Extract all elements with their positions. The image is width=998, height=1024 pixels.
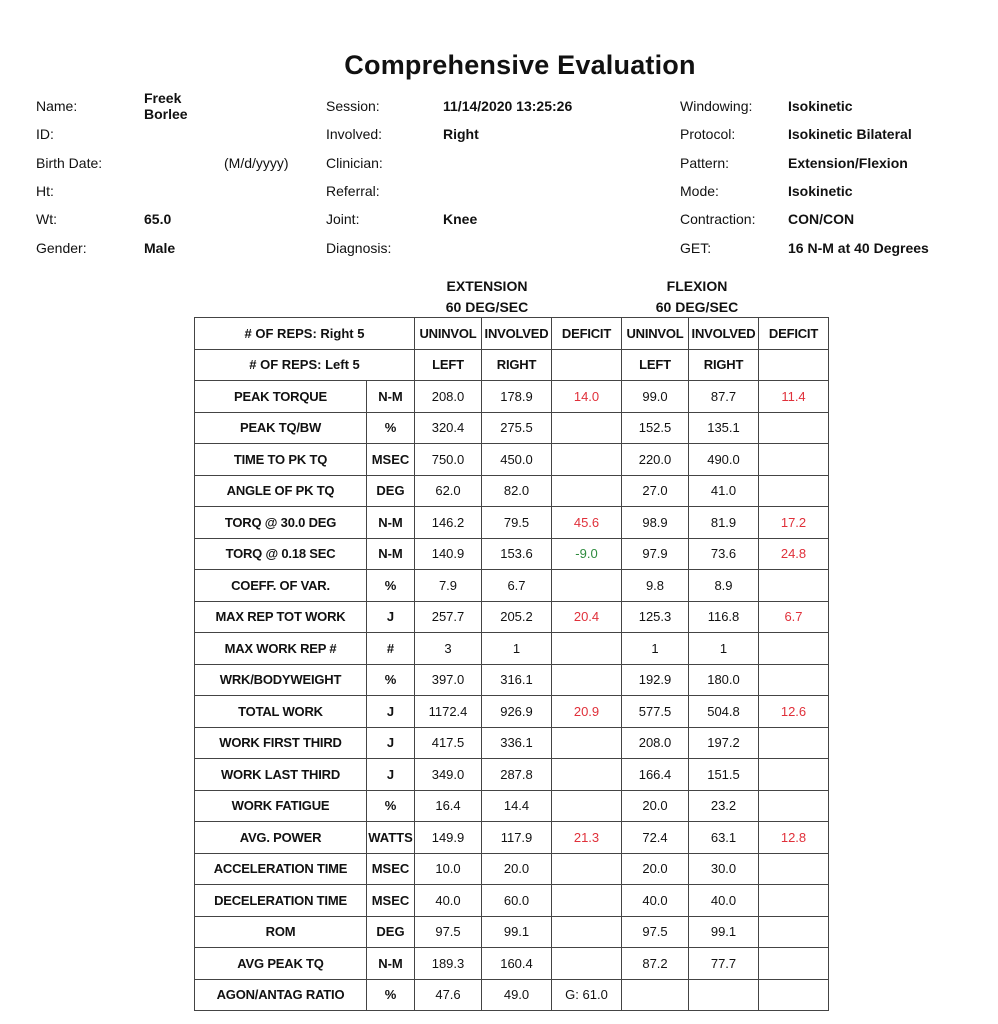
ext-left-cell: 47.6	[415, 979, 482, 1011]
ext-right-cell: 160.4	[482, 948, 552, 980]
flex-right-cell: 73.6	[689, 538, 759, 570]
extension-speed: 60 DEG/SEC	[445, 299, 529, 315]
flex-blank-header	[759, 349, 829, 381]
flex-deficit-cell: 11.4	[759, 381, 829, 413]
flex-left-cell: 27.0	[622, 475, 689, 507]
metric-cell: ACCELERATION TIME	[195, 853, 367, 885]
metric-cell: AGON/ANTAG RATIO	[195, 979, 367, 1011]
table-row	[195, 538, 829, 570]
ext-left-cell: 146.2	[415, 507, 482, 539]
table-row	[195, 475, 829, 507]
ext-uninvol-header: UNINVOL	[415, 318, 482, 350]
table-row	[195, 885, 829, 917]
metric-cell: AVG. POWER	[195, 822, 367, 854]
unit-cell: %	[367, 790, 415, 822]
flex-right-cell: 197.2	[689, 727, 759, 759]
diagnosis-label: Diagnosis:	[326, 239, 392, 256]
ext-deficit-cell	[552, 570, 622, 602]
flex-right-cell: 116.8	[689, 601, 759, 633]
ext-right-cell: 1	[482, 633, 552, 665]
table-row	[195, 381, 829, 413]
ext-left-cell: 140.9	[415, 538, 482, 570]
ext-right-cell: 6.7	[482, 570, 552, 602]
unit-cell: #	[367, 633, 415, 665]
ext-deficit-cell	[552, 790, 622, 822]
flex-deficit-cell	[759, 412, 829, 444]
ext-deficit-cell: 20.9	[552, 696, 622, 728]
name-value: Freek Borlee	[144, 90, 188, 123]
session-label: Session:	[326, 98, 380, 115]
birth-date-format: (M/d/yyyy)	[224, 154, 289, 171]
ext-left-cell: 16.4	[415, 790, 482, 822]
flex-deficit-cell	[759, 790, 829, 822]
ext-deficit-cell	[552, 664, 622, 696]
height-label: Ht:	[36, 183, 54, 200]
flex-right-cell: 1	[689, 633, 759, 665]
session-value: 11/14/2020 13:25:26	[443, 98, 573, 115]
flexion-header	[622, 276, 772, 318]
unit-cell: N-M	[367, 381, 415, 413]
metric-cell: ANGLE OF PK TQ	[195, 475, 367, 507]
id-label: ID:	[36, 126, 54, 143]
ext-deficit-cell	[552, 916, 622, 948]
flex-left-cell: 220.0	[622, 444, 689, 476]
ext-right-cell: 205.2	[482, 601, 552, 633]
flex-right-cell: 99.1	[689, 916, 759, 948]
flex-right-cell: 504.8	[689, 696, 759, 728]
ext-deficit-cell	[552, 444, 622, 476]
flex-right-cell: 40.0	[689, 885, 759, 917]
ext-left-cell: 40.0	[415, 885, 482, 917]
metric-cell: MAX REP TOT WORK	[195, 601, 367, 633]
patient-info	[36, 92, 289, 262]
flex-right-cell: 151.5	[689, 759, 759, 791]
ext-involved-header: INVOLVED	[482, 318, 552, 350]
windowing-value: Isokinetic	[788, 98, 853, 115]
flex-left-cell: 208.0	[622, 727, 689, 759]
unit-cell: N-M	[367, 948, 415, 980]
ext-deficit-cell	[552, 475, 622, 507]
ext-left-cell: 257.7	[415, 601, 482, 633]
unit-cell: DEG	[367, 916, 415, 948]
flex-right-cell: 8.9	[689, 570, 759, 602]
windowing-label: Windowing:	[680, 98, 753, 115]
unit-cell: J	[367, 696, 415, 728]
referral-label: Referral:	[326, 183, 380, 200]
table-row	[195, 570, 829, 602]
reps-right-cell: # OF REPS: Right 5	[195, 318, 415, 350]
flex-left-cell: 166.4	[622, 759, 689, 791]
flex-deficit-cell	[759, 948, 829, 980]
flex-left-cell: 20.0	[622, 853, 689, 885]
ext-deficit-cell: G: 61.0	[552, 979, 622, 1011]
flex-right-cell: 180.0	[689, 664, 759, 696]
ext-deficit-cell	[552, 727, 622, 759]
ext-left-cell: 397.0	[415, 664, 482, 696]
unit-cell: %	[367, 570, 415, 602]
metric-cell: WORK FATIGUE	[195, 790, 367, 822]
session-info	[326, 92, 572, 262]
flex-left-cell: 125.3	[622, 601, 689, 633]
ext-left-cell: 10.0	[415, 853, 482, 885]
mode-label: Mode:	[680, 183, 719, 200]
flex-right-cell: 135.1	[689, 412, 759, 444]
involved-label: Involved:	[326, 126, 383, 143]
flex-deficit-cell	[759, 444, 829, 476]
flex-deficit-cell	[759, 570, 829, 602]
flex-deficit-cell: 17.2	[759, 507, 829, 539]
table-row	[195, 790, 829, 822]
flex-deficit-header: DEFICIT	[759, 318, 829, 350]
birth-date-label: Birth Date:	[36, 154, 103, 171]
table-row	[195, 633, 829, 665]
table-row	[195, 664, 829, 696]
metric-cell: TORQ @ 30.0 DEG	[195, 507, 367, 539]
gender-label: Gender:	[36, 239, 87, 256]
ext-right-cell: 178.9	[482, 381, 552, 413]
unit-cell: %	[367, 664, 415, 696]
weight-label: Wt:	[36, 211, 57, 228]
ext-right-cell: 287.8	[482, 759, 552, 791]
get-value: 16 N-M at 40 Degrees	[788, 239, 929, 256]
unit-cell: %	[367, 979, 415, 1011]
ext-deficit-header: DEFICIT	[552, 318, 622, 350]
ext-right-header: RIGHT	[482, 349, 552, 381]
flex-right-header: RIGHT	[689, 349, 759, 381]
flex-left-cell: 72.4	[622, 822, 689, 854]
joint-label: Joint:	[326, 211, 360, 228]
unit-cell: N-M	[367, 507, 415, 539]
flex-deficit-cell: 6.7	[759, 601, 829, 633]
flex-left-cell: 9.8	[622, 570, 689, 602]
metric-cell: PEAK TQ/BW	[195, 412, 367, 444]
flex-deficit-cell: 12.6	[759, 696, 829, 728]
ext-left-cell: 149.9	[415, 822, 482, 854]
flex-right-cell: 490.0	[689, 444, 759, 476]
unit-cell: %	[367, 412, 415, 444]
joint-value: Knee	[443, 211, 478, 228]
flexion-title: FLEXION	[666, 278, 728, 294]
flex-deficit-cell	[759, 727, 829, 759]
table-body	[195, 381, 829, 1011]
page-title: Comprehensive Evaluation	[344, 50, 696, 80]
mode-value: Isokinetic	[788, 183, 853, 200]
flex-deficit-cell: 12.8	[759, 822, 829, 854]
unit-cell: J	[367, 759, 415, 791]
flexion-speed: 60 DEG/SEC	[655, 299, 739, 315]
flex-left-cell: 20.0	[622, 790, 689, 822]
ext-right-cell: 79.5	[482, 507, 552, 539]
ext-left-cell: 189.3	[415, 948, 482, 980]
table-row	[195, 853, 829, 885]
flex-deficit-cell	[759, 853, 829, 885]
ext-left-cell: 349.0	[415, 759, 482, 791]
flex-left-cell: 97.9	[622, 538, 689, 570]
ext-left-cell: 320.4	[415, 412, 482, 444]
ext-deficit-cell	[552, 853, 622, 885]
metric-cell: WRK/BODYWEIGHT	[195, 664, 367, 696]
protocol-label: Protocol:	[680, 126, 736, 143]
metric-cell: WORK FIRST THIRD	[195, 727, 367, 759]
table-row	[195, 696, 829, 728]
table-row	[195, 412, 829, 444]
table-row	[195, 822, 829, 854]
ext-deficit-cell	[552, 948, 622, 980]
ext-left-cell: 7.9	[415, 570, 482, 602]
metric-cell: MAX WORK REP #	[195, 633, 367, 665]
table-row	[195, 601, 829, 633]
extension-title: EXTENSION	[446, 278, 528, 294]
flex-right-cell: 87.7	[689, 381, 759, 413]
unit-cell: MSEC	[367, 444, 415, 476]
flex-left-header: LEFT	[622, 349, 689, 381]
ext-left-cell: 417.5	[415, 727, 482, 759]
flex-deficit-cell	[759, 633, 829, 665]
flex-right-cell: 81.9	[689, 507, 759, 539]
flex-involved-header: INVOLVED	[689, 318, 759, 350]
flex-deficit-cell	[759, 759, 829, 791]
flex-left-cell: 577.5	[622, 696, 689, 728]
flex-deficit-cell	[759, 664, 829, 696]
ext-left-cell: 3	[415, 633, 482, 665]
ext-right-cell: 117.9	[482, 822, 552, 854]
flex-left-cell	[622, 979, 689, 1011]
flex-uninvol-header: UNINVOL	[622, 318, 689, 350]
unit-cell: DEG	[367, 475, 415, 507]
flex-left-cell: 97.5	[622, 916, 689, 948]
contraction-label: Contraction:	[680, 211, 756, 228]
ext-blank-header	[552, 349, 622, 381]
metric-cell: COEFF. OF VAR.	[195, 570, 367, 602]
flex-right-cell: 23.2	[689, 790, 759, 822]
table-row	[195, 979, 829, 1011]
extension-header	[412, 276, 562, 318]
flex-deficit-cell	[759, 916, 829, 948]
clinician-label: Clinician:	[326, 154, 383, 171]
metric-cell: ROM	[195, 916, 367, 948]
unit-cell: J	[367, 727, 415, 759]
protocol-info	[680, 92, 929, 262]
flex-deficit-cell	[759, 885, 829, 917]
metric-cell: TIME TO PK TQ	[195, 444, 367, 476]
ext-deficit-cell	[552, 759, 622, 791]
table-row	[195, 948, 829, 980]
flex-deficit-cell	[759, 979, 829, 1011]
ext-deficit-cell	[552, 412, 622, 444]
get-label: GET:	[680, 239, 712, 256]
ext-right-cell: 14.4	[482, 790, 552, 822]
flex-right-cell: 63.1	[689, 822, 759, 854]
ext-left-cell: 97.5	[415, 916, 482, 948]
ext-left-cell: 208.0	[415, 381, 482, 413]
flex-left-cell: 99.0	[622, 381, 689, 413]
flex-right-cell: 77.7	[689, 948, 759, 980]
ext-right-cell: 60.0	[482, 885, 552, 917]
ext-right-cell: 82.0	[482, 475, 552, 507]
ext-deficit-cell: 20.4	[552, 601, 622, 633]
ext-right-cell: 49.0	[482, 979, 552, 1011]
table-row	[195, 444, 829, 476]
header-row-reps-left	[195, 349, 829, 381]
flex-left-cell: 192.9	[622, 664, 689, 696]
metric-cell: AVG PEAK TQ	[195, 948, 367, 980]
unit-cell: N-M	[367, 538, 415, 570]
unit-cell: J	[367, 601, 415, 633]
reps-left-cell: # OF REPS: Left 5	[195, 349, 415, 381]
table-row	[195, 507, 829, 539]
ext-deficit-cell: -9.0	[552, 538, 622, 570]
table-row	[195, 916, 829, 948]
ext-right-cell: 99.1	[482, 916, 552, 948]
ext-deficit-cell: 14.0	[552, 381, 622, 413]
ext-left-cell: 62.0	[415, 475, 482, 507]
metric-cell: PEAK TORQUE	[195, 381, 367, 413]
flex-right-cell: 30.0	[689, 853, 759, 885]
unit-cell: MSEC	[367, 853, 415, 885]
flex-left-cell: 87.2	[622, 948, 689, 980]
ext-left-header: LEFT	[415, 349, 482, 381]
gender-value: Male	[144, 239, 176, 256]
ext-deficit-cell	[552, 633, 622, 665]
protocol-value: Isokinetic Bilateral	[788, 126, 912, 143]
evaluation-table	[194, 317, 829, 1011]
header-row-reps-right	[195, 318, 829, 350]
ext-deficit-cell: 45.6	[552, 507, 622, 539]
ext-right-cell: 153.6	[482, 538, 552, 570]
ext-deficit-cell	[552, 885, 622, 917]
name-label: Name:	[36, 98, 78, 115]
pattern-value: Extension/Flexion	[788, 154, 908, 171]
ext-right-cell: 336.1	[482, 727, 552, 759]
ext-right-cell: 275.5	[482, 412, 552, 444]
ext-right-cell: 926.9	[482, 696, 552, 728]
table-row	[195, 759, 829, 791]
pattern-label: Pattern:	[680, 154, 730, 171]
table-row	[195, 727, 829, 759]
weight-value: 65.0	[144, 211, 172, 228]
flex-right-cell	[689, 979, 759, 1011]
contraction-value: CON/CON	[788, 211, 855, 228]
ext-right-cell: 316.1	[482, 664, 552, 696]
ext-right-cell: 20.0	[482, 853, 552, 885]
ext-left-cell: 750.0	[415, 444, 482, 476]
involved-value: Right	[443, 126, 479, 143]
unit-cell: WATTS	[367, 822, 415, 854]
unit-cell: MSEC	[367, 885, 415, 917]
flex-left-cell: 1	[622, 633, 689, 665]
flex-deficit-cell	[759, 475, 829, 507]
metric-cell: DECELERATION TIME	[195, 885, 367, 917]
flex-left-cell: 98.9	[622, 507, 689, 539]
flex-deficit-cell: 24.8	[759, 538, 829, 570]
flex-right-cell: 41.0	[689, 475, 759, 507]
metric-cell: TOTAL WORK	[195, 696, 367, 728]
metric-cell: TORQ @ 0.18 SEC	[195, 538, 367, 570]
metric-cell: WORK LAST THIRD	[195, 759, 367, 791]
flex-left-cell: 40.0	[622, 885, 689, 917]
ext-deficit-cell: 21.3	[552, 822, 622, 854]
ext-right-cell: 450.0	[482, 444, 552, 476]
flex-left-cell: 152.5	[622, 412, 689, 444]
ext-left-cell: 1172.4	[415, 696, 482, 728]
